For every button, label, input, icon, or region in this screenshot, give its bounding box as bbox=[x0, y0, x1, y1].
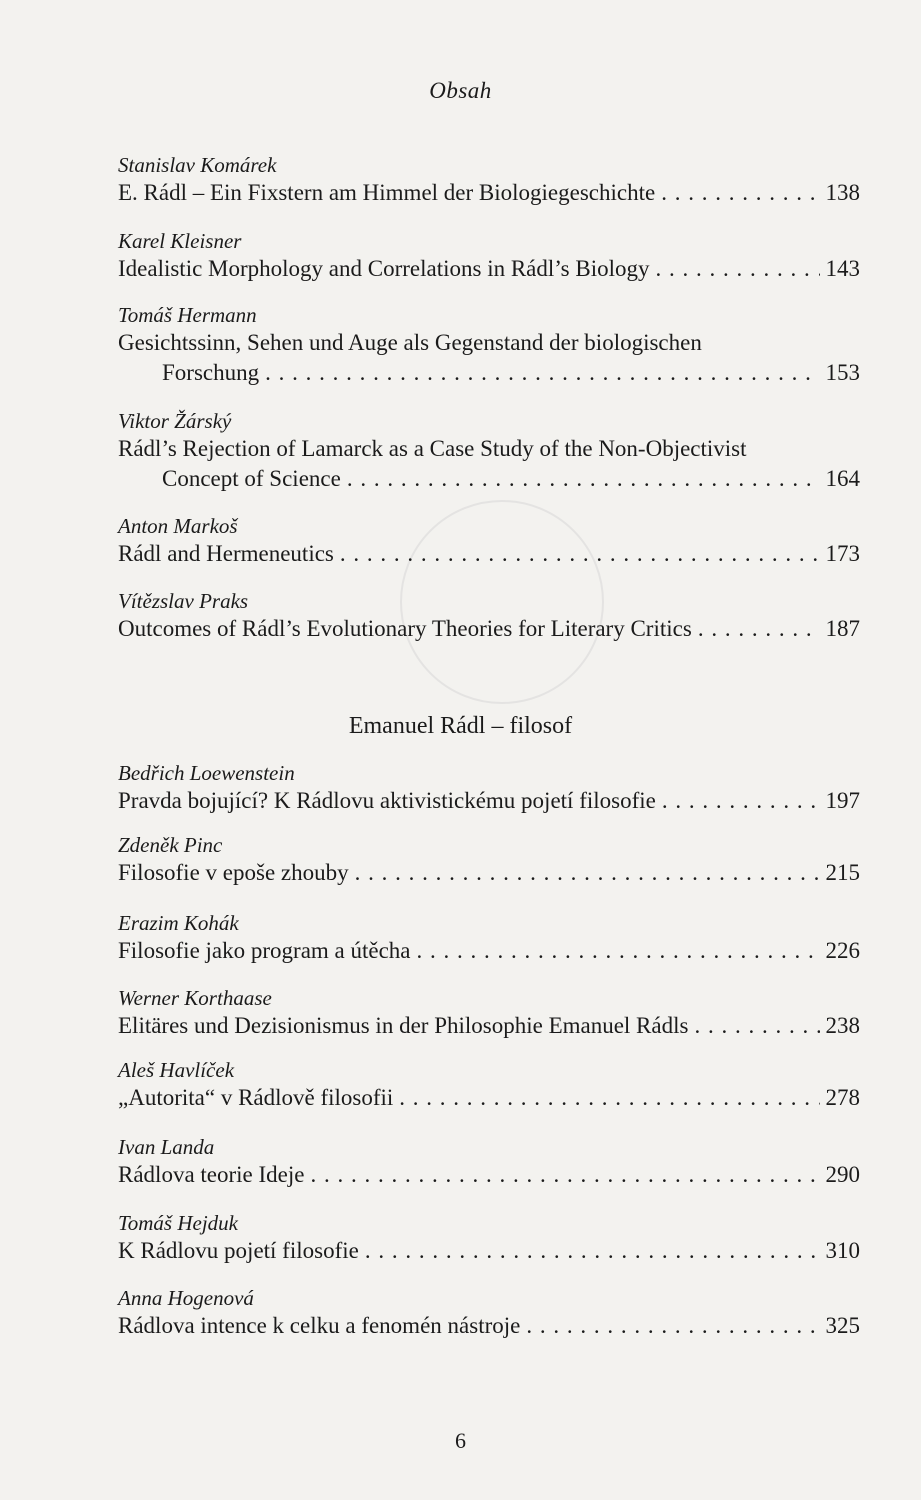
entry-page: 153 bbox=[825, 360, 860, 385]
entry-line bbox=[118, 178, 860, 208]
entry-author: Vítězslav Praks bbox=[118, 589, 249, 613]
entry-page: 187 bbox=[825, 616, 860, 641]
entry-title-line2: Concept of Science bbox=[162, 466, 341, 491]
entry-title-line1: Gesichtssinn, Sehen und Auge als Gegenstand der biologischen bbox=[118, 330, 702, 355]
entry-author: Tomáš Hermann bbox=[118, 303, 257, 327]
entry-page: 197 bbox=[825, 788, 860, 813]
leader-dots bbox=[265, 358, 819, 388]
entry-page: 310 bbox=[825, 1238, 860, 1263]
entry-title: Filosofie v epoše zhouby bbox=[118, 860, 349, 885]
entry-title: „Autorita“ v Rádlově filosofii bbox=[118, 1085, 394, 1110]
entry-line bbox=[118, 1083, 860, 1113]
entry-author: Ivan Landa bbox=[118, 1135, 215, 1159]
entry-title-line2: Forschung bbox=[162, 360, 260, 385]
entry-page: 226 bbox=[825, 938, 860, 963]
leader-dots bbox=[694, 1011, 819, 1041]
entry-page: 325 bbox=[825, 1313, 860, 1338]
entry-page: 138 bbox=[825, 180, 860, 205]
entry-author: Anna Hogenová bbox=[118, 1286, 254, 1310]
page-header: Obsah bbox=[429, 78, 492, 103]
leader-dots bbox=[347, 464, 820, 494]
toc-entry bbox=[118, 302, 860, 388]
entry-line bbox=[118, 936, 860, 966]
entry-line bbox=[118, 1311, 860, 1341]
entry-title: Elitäres und Dezisionismus in der Philosophie Emanuel Rádls bbox=[118, 1013, 689, 1038]
entry-title: Rádl and Hermeneutics bbox=[118, 541, 334, 566]
entry-title: Rádlova teorie Ideje bbox=[118, 1162, 305, 1187]
entry-line bbox=[118, 358, 860, 388]
leader-dots bbox=[365, 1236, 820, 1266]
leader-dots bbox=[526, 1311, 819, 1341]
entry-line bbox=[118, 1160, 860, 1190]
entry-page: 143 bbox=[825, 256, 860, 281]
leader-dots bbox=[340, 539, 820, 569]
toc-entry bbox=[118, 1285, 860, 1341]
entry-line bbox=[118, 464, 860, 494]
leader-dots bbox=[355, 858, 820, 888]
entry-title: E. Rádl – Ein Fixstern am Himmel der Biologiegeschichte bbox=[118, 180, 656, 205]
entry-line bbox=[118, 254, 860, 284]
entry-author: Stanislav Komárek bbox=[118, 153, 277, 177]
entry-line bbox=[118, 786, 860, 816]
leader-dots bbox=[662, 786, 820, 816]
entry-page: 215 bbox=[825, 860, 860, 885]
entry-page: 164 bbox=[825, 466, 860, 491]
toc-entry bbox=[118, 228, 860, 284]
entry-author: Aleš Havlíček bbox=[118, 1058, 235, 1082]
entry-title-line1: Rádl’s Rejection of Lamarck as a Case Study of the Non-Objectivist bbox=[118, 436, 747, 461]
entry-author: Karel Kleisner bbox=[118, 229, 242, 253]
entry-author: Werner Korthaase bbox=[118, 986, 272, 1010]
toc-entry bbox=[118, 408, 860, 494]
entry-page: 238 bbox=[825, 1013, 860, 1038]
entry-title: Filosofie jako program a útěcha bbox=[118, 938, 411, 963]
entry-line bbox=[118, 1011, 860, 1041]
entry-page: 290 bbox=[825, 1162, 860, 1187]
entry-title: Idealistic Morphology and Correlations in Rádl’s Biology bbox=[118, 256, 650, 281]
entry-title: Pravda bojující? K Rádlovu aktivistickému pojetí filosofie bbox=[118, 788, 656, 813]
leader-dots bbox=[661, 178, 819, 208]
entry-author: Zdeněk Pinc bbox=[118, 833, 223, 857]
entry-page: 173 bbox=[825, 541, 860, 566]
entry-page: 278 bbox=[825, 1085, 860, 1110]
leader-dots bbox=[399, 1083, 819, 1113]
toc-entry bbox=[118, 513, 860, 569]
leader-dots bbox=[698, 614, 820, 644]
entry-author: Tomáš Hejduk bbox=[118, 1211, 238, 1235]
leader-dots bbox=[310, 1160, 819, 1190]
entry-line bbox=[118, 614, 860, 644]
page-number: 6 bbox=[455, 1428, 466, 1453]
toc-entry bbox=[118, 588, 860, 644]
toc-entry bbox=[118, 910, 860, 966]
entry-author: Bedřich Loewenstein bbox=[118, 761, 295, 785]
entry-author: Anton Markoš bbox=[118, 514, 238, 538]
entry-line bbox=[118, 1236, 860, 1266]
toc-entry bbox=[118, 1057, 860, 1113]
entry-title: Rádlova intence k celku a fenomén nástroje bbox=[118, 1313, 521, 1338]
leader-dots bbox=[417, 936, 820, 966]
toc-entry bbox=[118, 152, 860, 208]
entry-title: Outcomes of Rádl’s Evolutionary Theories for Literary Critics bbox=[118, 616, 692, 641]
toc-entry bbox=[118, 832, 860, 888]
entry-author: Viktor Žárský bbox=[118, 409, 232, 433]
entry-title: K Rádlovu pojetí filosofie bbox=[118, 1238, 359, 1263]
toc-entry bbox=[118, 760, 860, 816]
entry-line bbox=[118, 539, 860, 569]
section-heading: Emanuel Rádl – filosof bbox=[348, 713, 573, 739]
leader-dots bbox=[656, 254, 820, 284]
toc-entry bbox=[118, 1134, 860, 1190]
entry-line bbox=[118, 858, 860, 888]
toc-entry bbox=[118, 1210, 860, 1266]
toc-entry bbox=[118, 985, 860, 1041]
entry-author: Erazim Kohák bbox=[118, 911, 239, 935]
